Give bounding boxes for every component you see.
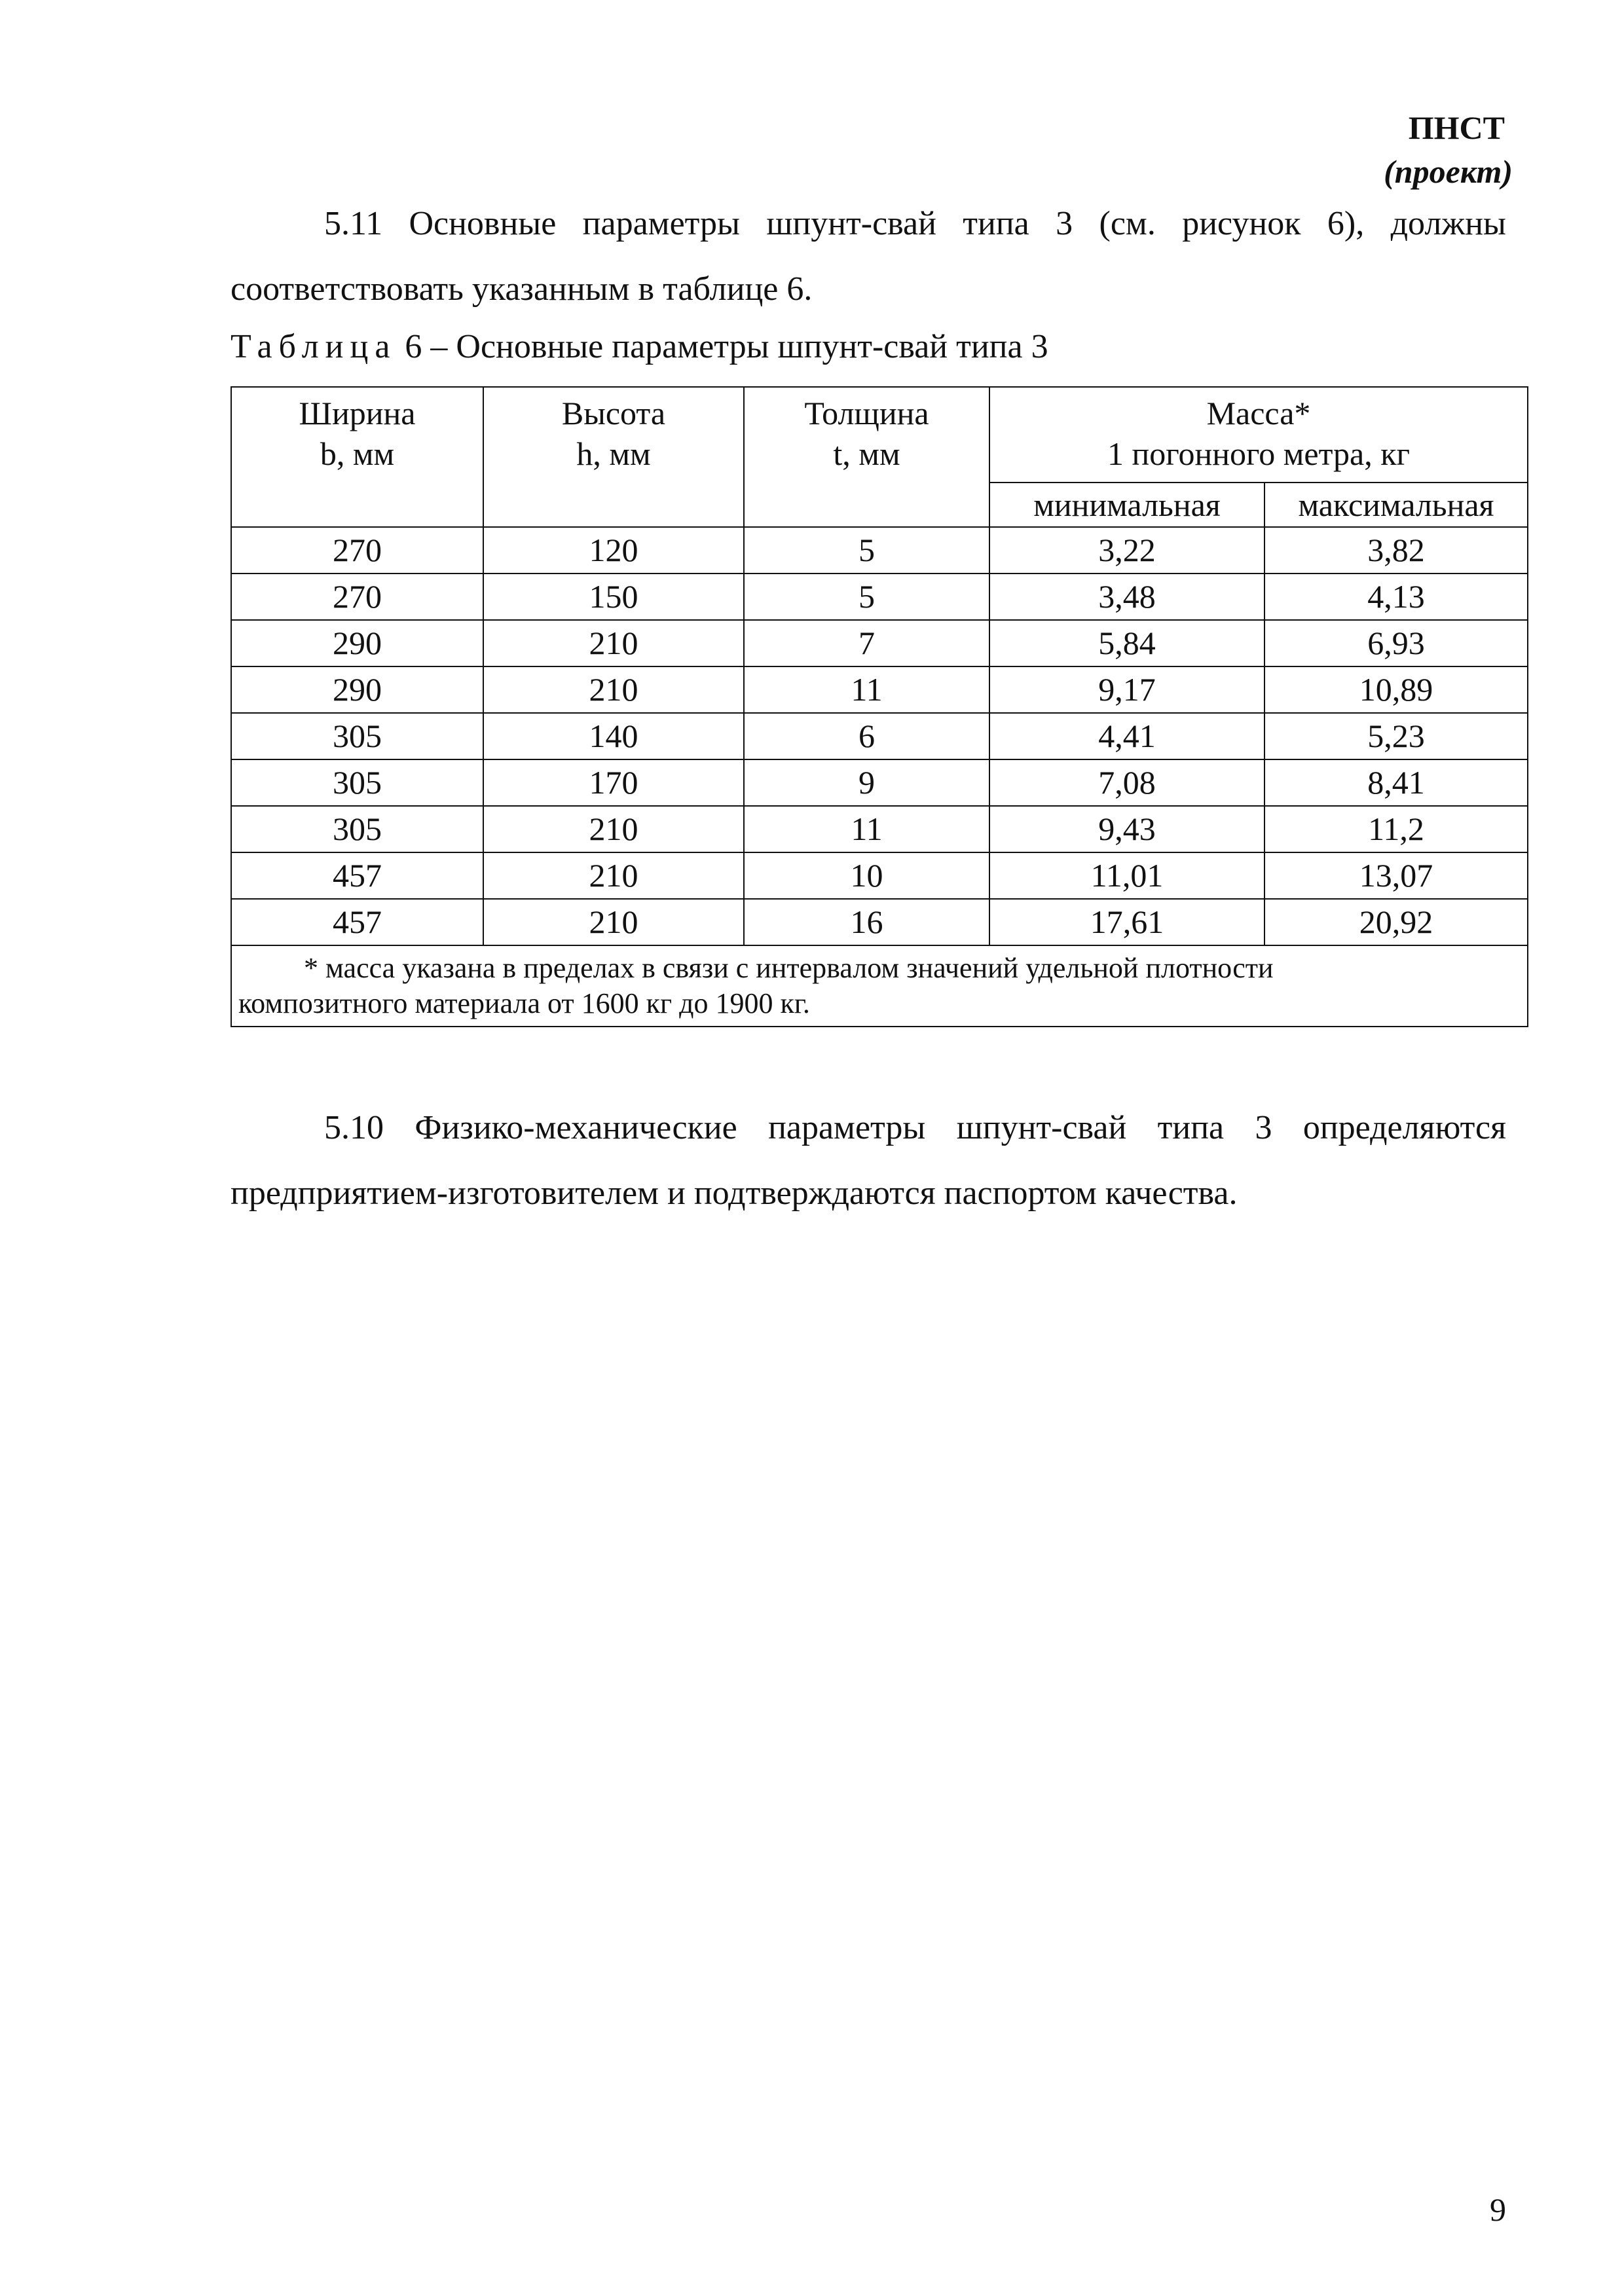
- header-mass-min: минимальная: [989, 483, 1264, 527]
- parameters-table: [231, 386, 1528, 1027]
- cell-width: 305: [231, 759, 483, 806]
- cell-mass-min: 4,41: [989, 713, 1264, 759]
- document-code: ПНСТ: [1408, 109, 1505, 146]
- cell-width: 290: [231, 620, 483, 666]
- cell-width: 305: [231, 713, 483, 759]
- paragraph-5-10: 5.10 Физико-механические параметры шпунт-свай типа 3 определяются предприятием-изготовителем и подтверждаются паспортом качества.: [231, 1109, 1506, 1212]
- header-mass-title: Масса*: [1206, 395, 1311, 431]
- cell-mass-min: 11,01: [989, 852, 1264, 899]
- footnote-line-2: композитного материала от 1600 кг до 1900 кг.: [238, 987, 810, 1019]
- cell-mass-min: 17,61: [989, 899, 1264, 945]
- page-number: 9: [1490, 2191, 1506, 2228]
- cell-height: 210: [483, 666, 744, 713]
- header-thickness-unit: t, мм: [833, 435, 900, 472]
- cell-mass-max: 4,13: [1264, 574, 1528, 620]
- cell-mass-min: 3,48: [989, 574, 1264, 620]
- cell-thickness: 11: [744, 666, 989, 713]
- table-row: [231, 574, 1528, 620]
- cell-height: 210: [483, 806, 744, 852]
- header-height: [483, 387, 744, 527]
- cell-mass-min: 9,17: [989, 666, 1264, 713]
- cell-width: 457: [231, 899, 483, 945]
- cell-height: 210: [483, 899, 744, 945]
- cell-mass-min: 5,84: [989, 620, 1264, 666]
- table-row: [231, 899, 1528, 945]
- table-footnote-row: [231, 945, 1528, 1027]
- document-status: (проект): [1384, 153, 1513, 190]
- cell-mass-max: 3,82: [1264, 527, 1528, 574]
- header-width-unit: b, мм: [320, 435, 395, 472]
- cell-height: 210: [483, 852, 744, 899]
- table-row: [231, 527, 1528, 574]
- cell-height: 140: [483, 713, 744, 759]
- table-footnote: [231, 945, 1528, 1027]
- cell-mass-max: 10,89: [1264, 666, 1528, 713]
- cell-mass-min: 3,22: [989, 527, 1264, 574]
- header-height-title: Высота: [561, 395, 666, 431]
- cell-height: 210: [483, 620, 744, 666]
- header-height-unit: h, мм: [576, 435, 651, 472]
- cell-mass-min: 9,43: [989, 806, 1264, 852]
- cell-width: 270: [231, 527, 483, 574]
- cell-mass-max: 6,93: [1264, 620, 1528, 666]
- cell-thickness: 5: [744, 527, 989, 574]
- cell-height: 120: [483, 527, 744, 574]
- cell-mass-max: 5,23: [1264, 713, 1528, 759]
- cell-width: 270: [231, 574, 483, 620]
- cell-mass-max: 8,41: [1264, 759, 1528, 806]
- cell-thickness: 9: [744, 759, 989, 806]
- table-header-row: [231, 387, 1528, 483]
- table-caption-label: Таблица: [231, 328, 397, 365]
- cell-height: 170: [483, 759, 744, 806]
- table-caption-text: 6 – Основные параметры шпунт-свай типа 3: [405, 328, 1048, 365]
- header-mass-unit: 1 погонного метра, кг: [1107, 435, 1411, 472]
- cell-thickness: 16: [744, 899, 989, 945]
- cell-height: 150: [483, 574, 744, 620]
- table-row: [231, 759, 1528, 806]
- cell-mass-max: 11,2: [1264, 806, 1528, 852]
- footnote-line-1: * масса указана в пределах в связи с интервалом значений удельной плотности: [304, 952, 1274, 984]
- table-row: [231, 620, 1528, 666]
- cell-mass-min: 7,08: [989, 759, 1264, 806]
- header-mass-max: максимальная: [1264, 483, 1528, 527]
- cell-thickness: 10: [744, 852, 989, 899]
- cell-thickness: 11: [744, 806, 989, 852]
- cell-thickness: 5: [744, 574, 989, 620]
- table-caption: [231, 321, 1048, 373]
- cell-width: 305: [231, 806, 483, 852]
- header-width-title: Ширина: [299, 395, 416, 431]
- header-width: [231, 387, 483, 527]
- cell-width: 290: [231, 666, 483, 713]
- header-mass: [989, 387, 1528, 483]
- table-row: [231, 713, 1528, 759]
- header-thickness-title: Толщина: [804, 395, 929, 431]
- cell-thickness: 6: [744, 713, 989, 759]
- table-row: [231, 666, 1528, 713]
- cell-width: 457: [231, 852, 483, 899]
- table-row: [231, 806, 1528, 852]
- header-thickness: [744, 387, 989, 527]
- cell-mass-max: 13,07: [1264, 852, 1528, 899]
- table-row: [231, 852, 1528, 899]
- cell-thickness: 7: [744, 620, 989, 666]
- cell-mass-max: 20,92: [1264, 899, 1528, 945]
- paragraph-5-11: 5.11 Основные параметры шпунт-свай типа 3 (см. рисунок 6), должны соответствовать указанным в таблице 6.: [231, 205, 1506, 308]
